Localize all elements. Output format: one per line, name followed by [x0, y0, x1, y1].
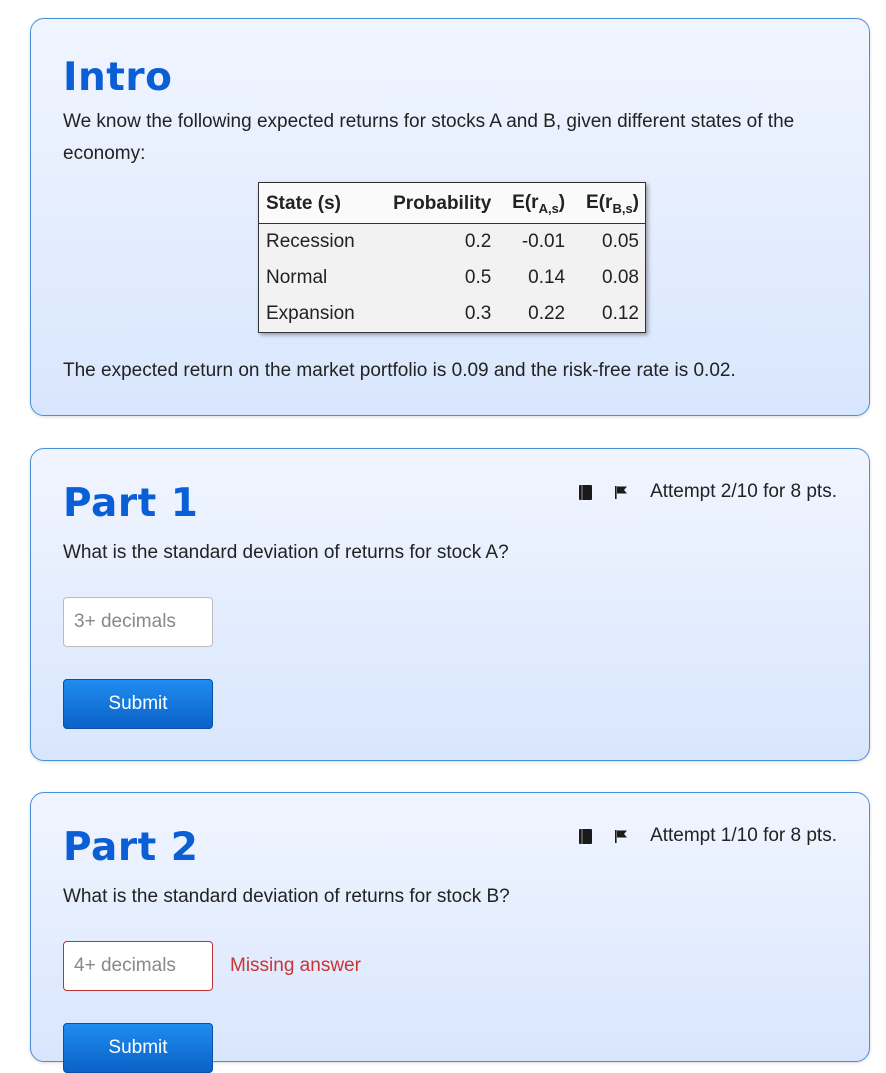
book-icon[interactable]	[579, 485, 592, 500]
table-row	[259, 260, 645, 296]
header-era-suffix: )	[558, 192, 566, 213]
part-2-question: What is the standard deviation of returns for stock B?	[63, 886, 510, 907]
attempt-text: Attempt 1/10 for 8 pts.	[650, 825, 837, 846]
cell-era: 0.22	[528, 302, 566, 324]
part-1-meta	[579, 481, 837, 503]
flag-icon[interactable]	[614, 829, 630, 844]
header-era-sub: A,s	[538, 200, 559, 216]
book-icon[interactable]	[579, 829, 592, 844]
cell-erb: 0.05	[602, 230, 639, 252]
flag-icon[interactable]	[614, 485, 630, 500]
table-row	[259, 223, 645, 260]
header-era	[497, 183, 571, 223]
intro-footer: The expected return on the market portfolio is 0.09 and the risk-free rate is 0.02.	[63, 360, 736, 381]
part-1-question: What is the standard deviation of returns for stock A?	[63, 542, 509, 563]
part-2-submit-button[interactable]: Submit	[63, 1023, 213, 1073]
returns-table	[258, 182, 646, 333]
part-2-card	[30, 792, 870, 1062]
header-era-prefix: E(r	[512, 192, 539, 213]
part-1-title: Part 1	[63, 481, 199, 526]
cell-state: Normal	[266, 266, 328, 288]
header-erb-suffix: )	[632, 192, 639, 213]
cell-state: Recession	[266, 230, 355, 252]
part-1-submit-button[interactable]: Submit	[63, 679, 213, 729]
cell-probability: 0.2	[464, 230, 492, 252]
missing-answer-message: Missing answer	[230, 955, 361, 976]
table-row	[259, 296, 645, 332]
intro-card	[30, 18, 870, 416]
header-probability: Probability	[373, 183, 497, 223]
cell-erb: 0.08	[602, 266, 639, 288]
header-erb-prefix: E(r	[586, 192, 613, 213]
cell-probability: 0.3	[464, 302, 492, 324]
table-header-row	[259, 183, 645, 223]
cell-erb: 0.12	[602, 302, 639, 324]
header-erb	[571, 183, 645, 223]
part-1-answer-input[interactable]	[63, 597, 213, 647]
header-erb-sub: B,s	[612, 200, 633, 216]
intro-title: Intro	[63, 55, 173, 100]
cell-state: Expansion	[266, 302, 355, 324]
part-2-meta	[579, 825, 837, 847]
intro-text: We know the following expected returns for stocks A and B, given different states of the economy:	[63, 111, 795, 164]
part-2-answer-input[interactable]	[63, 941, 213, 991]
cell-era: -0.01	[521, 230, 566, 252]
cell-era: 0.14	[528, 266, 566, 288]
part-1-card	[30, 448, 870, 761]
attempt-text: Attempt 2/10 for 8 pts.	[650, 481, 837, 502]
header-state: State (s)	[259, 183, 373, 223]
part-2-title: Part 2	[63, 825, 199, 870]
cell-probability: 0.5	[464, 266, 492, 288]
